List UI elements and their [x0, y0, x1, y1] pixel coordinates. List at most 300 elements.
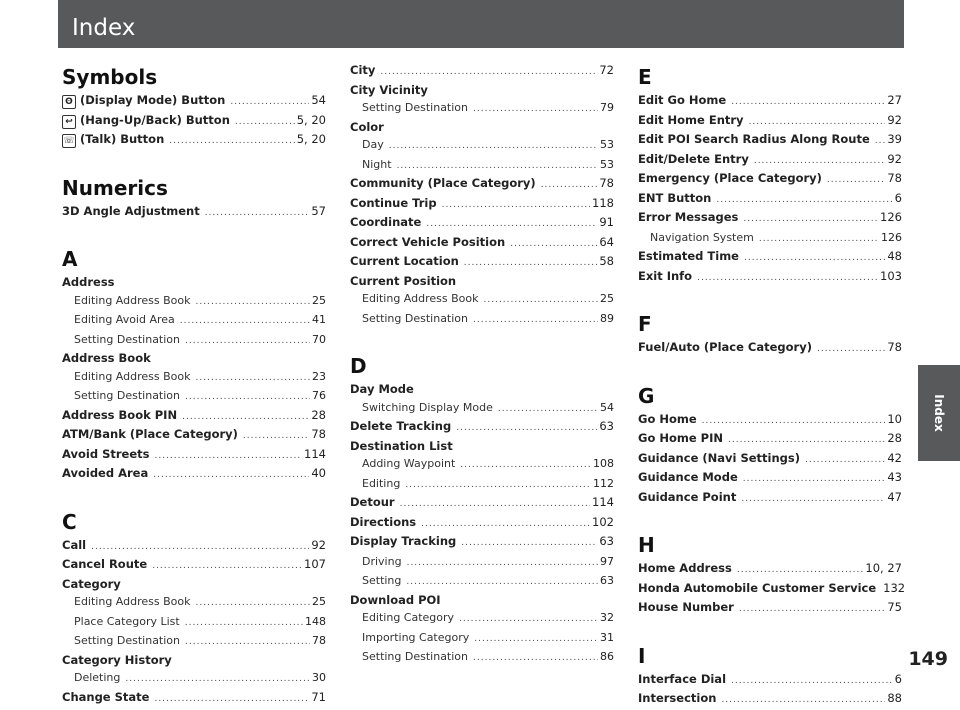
entry-page-number[interactable]: 28 — [887, 431, 902, 445]
leader-dots — [185, 632, 310, 652]
leader-dots — [185, 613, 303, 633]
leader-dots — [407, 553, 598, 573]
page-title: Index — [72, 15, 136, 41]
index-entry[interactable] — [638, 209, 902, 229]
entry-page-number[interactable]: 40 — [311, 466, 326, 480]
entry-label: Editing Address Book — [362, 292, 479, 305]
index-entry[interactable] — [638, 599, 902, 619]
index-entry[interactable] — [638, 430, 902, 450]
entry-page-number[interactable]: 126 — [880, 210, 902, 224]
section-title-d: D — [350, 354, 367, 378]
entry-page-number[interactable]: 39 — [887, 132, 902, 146]
entry-label: Cancel Route — [62, 557, 148, 571]
entry-page-number[interactable]: 5, 20 — [296, 132, 326, 146]
index-entry[interactable] — [638, 560, 902, 580]
index-subentry[interactable] — [62, 387, 326, 407]
entry-page-number[interactable]: 78 — [312, 634, 326, 647]
leader-dots — [180, 311, 310, 331]
leader-dots — [460, 455, 591, 475]
entry-label: City — [350, 63, 376, 77]
index-subentry[interactable] — [350, 572, 614, 592]
entry-page-number[interactable]: 112 — [593, 476, 614, 490]
entry-label: Honda Automobile Customer Service — [638, 580, 877, 595]
entry-page-number[interactable]: 89 — [600, 311, 614, 325]
index-entry[interactable] — [638, 131, 902, 151]
leader-dots — [510, 234, 597, 254]
c-list — [62, 537, 326, 709]
entry-label: Current Position — [350, 273, 457, 288]
index-entry[interactable] — [638, 151, 902, 171]
index-subentry[interactable] — [62, 368, 326, 388]
entry-page-number[interactable]: 108 — [593, 457, 614, 470]
entry-page-number[interactable]: 25 — [312, 595, 326, 608]
section-title-c: C — [62, 509, 77, 534]
index-entry[interactable] — [638, 92, 902, 112]
a-list — [62, 274, 326, 485]
entry-label: Guidance (Navi Settings) — [638, 450, 800, 465]
index-entry[interactable] — [62, 112, 326, 132]
index-entry[interactable] — [638, 112, 902, 132]
entry-page-number[interactable]: 10, 27 — [865, 561, 902, 575]
entry-label: Fuel/Auto (Place Category) — [638, 340, 812, 354]
entry-page-number[interactable]: 25 — [312, 293, 326, 307]
entry-label: Exit Info — [638, 268, 693, 283]
h-list — [638, 560, 906, 619]
section-title-numerics: Numerics — [62, 175, 168, 200]
d-list — [350, 381, 614, 668]
entry-page-number[interactable]: 6 — [894, 190, 902, 205]
entry-page-number[interactable]: 57 — [311, 203, 326, 218]
index-entry[interactable] — [350, 214, 614, 234]
leader-dots — [152, 556, 302, 576]
index-entry[interactable] — [638, 489, 902, 509]
entry-page-number[interactable]: 41 — [312, 313, 326, 326]
index-entry[interactable] — [350, 62, 614, 82]
entry-page-number[interactable]: 126 — [881, 230, 902, 244]
index-entry[interactable] — [638, 580, 906, 600]
index-subentry[interactable] — [350, 156, 614, 176]
display-mode-icon: ʘ — [62, 95, 76, 109]
entry-page-number[interactable]: 63 — [600, 574, 614, 587]
entry-page-number[interactable]: 92 — [887, 112, 902, 127]
entry-label: Detour — [350, 495, 395, 509]
entry-label: ATM/Bank (Place Category) — [62, 427, 238, 441]
section-title-e: E — [638, 65, 652, 89]
entry-label: (Hang-Up/Back) Button — [80, 112, 230, 127]
leader-dots — [380, 62, 597, 82]
leader-dots — [464, 253, 598, 273]
entry-page-number[interactable]: 79 — [600, 101, 614, 114]
entry-page-number[interactable]: 58 — [599, 254, 614, 268]
entry-page-number[interactable]: 31 — [600, 630, 614, 644]
leader-dots — [473, 648, 598, 668]
entry-page-number[interactable]: 43 — [887, 470, 902, 484]
index-entry — [350, 119, 614, 137]
index-subentry[interactable] — [350, 553, 614, 573]
index-subentry[interactable] — [62, 331, 326, 351]
hang-up-back-icon: ↩ — [62, 115, 76, 129]
entry-page-number[interactable]: 5, 20 — [296, 112, 326, 127]
index-subentry[interactable] — [62, 669, 326, 689]
entry-label: Continue Trip — [350, 195, 437, 210]
entry-page-number[interactable]: 78 — [599, 176, 614, 190]
leader-dots — [721, 690, 885, 710]
leader-dots — [702, 411, 886, 431]
entry-label: Setting Destination — [362, 650, 469, 663]
index-entry[interactable] — [62, 203, 326, 223]
section-title-symbols: Symbols — [62, 65, 158, 89]
entry-label: Home Address — [638, 561, 732, 575]
index-subentry[interactable] — [62, 311, 326, 331]
entry-label: Adding Waypoint — [362, 457, 456, 470]
entry-label: Go Home PIN — [638, 431, 723, 445]
entry-label: Deleting — [74, 671, 121, 684]
index-subentry[interactable] — [350, 99, 614, 119]
entry-page-number[interactable]: 107 — [304, 557, 326, 571]
entry-page-number[interactable]: 25 — [600, 292, 614, 305]
entry-label: Editing Address Book — [74, 595, 191, 608]
leader-dots — [235, 112, 295, 132]
entry-page-number[interactable]: 64 — [599, 234, 614, 249]
leader-dots — [817, 339, 885, 359]
entry-page-number[interactable]: 103 — [880, 268, 902, 283]
entry-page-number[interactable]: 88 — [887, 691, 902, 705]
entry-label: Interface Dial — [638, 671, 727, 686]
entry-label: Edit Home Entry — [638, 112, 744, 127]
entry-page-number[interactable]: 76 — [312, 389, 326, 402]
leader-dots — [400, 494, 590, 514]
entry-label: Guidance Mode — [638, 470, 738, 484]
entry-page-number[interactable]: 132 — [883, 580, 906, 595]
leader-dots — [442, 195, 590, 215]
section-title-a: A — [62, 247, 78, 271]
entry-page-number[interactable]: 71 — [311, 689, 326, 704]
leader-dots — [185, 331, 310, 351]
index-entry[interactable] — [638, 671, 902, 691]
index-subentry[interactable] — [62, 593, 326, 613]
entry-label: Destination List — [350, 438, 453, 453]
entry-label: Day — [362, 138, 384, 151]
entry-label: 3D Angle Adjustment — [62, 203, 200, 218]
index-subentry[interactable] — [62, 632, 326, 652]
entry-page-number[interactable]: 91 — [599, 215, 614, 229]
leader-dots — [406, 572, 598, 592]
entry-label: Estimated Time — [638, 249, 739, 263]
index-entry[interactable] — [350, 253, 614, 273]
index-entry — [62, 576, 326, 594]
leader-dots — [154, 689, 309, 709]
entry-label: House Number — [638, 600, 734, 614]
entry-label: Coordinate — [350, 215, 422, 229]
leader-dots — [196, 368, 311, 388]
leader-dots — [697, 268, 878, 288]
entry-label: Directions — [350, 514, 417, 529]
entry-label: Edit/Delete Entry — [638, 151, 749, 166]
leader-dots — [498, 399, 598, 419]
leader-dots — [459, 609, 598, 629]
entry-page-number[interactable]: 48 — [887, 249, 902, 263]
section-title-g: G — [638, 383, 655, 408]
leader-dots — [243, 426, 309, 446]
leader-dots — [754, 151, 886, 171]
leader-dots — [421, 514, 590, 534]
leader-dots — [743, 469, 886, 489]
index-entry[interactable] — [638, 170, 902, 190]
entry-label: Avoided Area — [62, 466, 149, 480]
leader-dots — [473, 310, 598, 330]
leader-dots — [759, 229, 879, 249]
entry-page-number[interactable]: 30 — [312, 671, 326, 684]
index-entry[interactable] — [62, 465, 326, 485]
leader-dots — [196, 292, 311, 312]
entry-page-number[interactable]: 28 — [311, 407, 326, 422]
entry-label: Importing Category — [362, 630, 470, 644]
f-list — [638, 339, 902, 359]
entry-label: Address Book PIN — [62, 407, 178, 422]
numerics-list — [62, 203, 326, 223]
index-column-1 — [62, 62, 326, 708]
entry-label: (Display Mode) Button — [80, 93, 226, 107]
entry-label: Correct Vehicle Position — [350, 234, 506, 249]
index-column-2 — [350, 62, 614, 668]
index-entry — [350, 438, 614, 456]
entry-label: ENT Button — [638, 190, 712, 205]
leader-dots — [389, 136, 598, 156]
leader-dots — [731, 92, 885, 112]
entry-label: Go Home — [638, 411, 697, 426]
entry-page-number[interactable]: 118 — [592, 195, 614, 210]
talk-icon: ☏ — [63, 136, 75, 146]
index-subentry[interactable] — [62, 613, 326, 633]
entry-label: Place Category List — [74, 614, 180, 628]
side-tab-label: Index — [932, 394, 946, 432]
entry-page-number[interactable]: 78 — [887, 340, 902, 354]
index-entry — [350, 381, 614, 399]
index-subentry[interactable] — [350, 629, 614, 649]
index-entry[interactable] — [350, 533, 614, 553]
entry-page-number[interactable]: 47 — [887, 489, 902, 504]
symbols-list — [62, 92, 326, 151]
entry-page-number[interactable]: 86 — [600, 650, 614, 663]
entry-label: Editing Address Book — [74, 369, 191, 383]
entry-label: Call — [62, 537, 87, 552]
leader-dots — [125, 669, 310, 689]
leader-dots — [728, 430, 885, 450]
index-entry[interactable] — [62, 426, 326, 446]
index-entry[interactable] — [62, 556, 326, 576]
entry-label: Guidance Point — [638, 489, 737, 504]
entry-label: Error Messages — [638, 210, 739, 224]
index-entry[interactable] — [638, 450, 902, 470]
entry-label: Editing Address Book — [74, 293, 191, 307]
index-entry[interactable] — [350, 418, 614, 438]
index-subentry[interactable] — [350, 609, 614, 629]
index-subentry[interactable] — [350, 648, 614, 668]
entry-label: Day Mode — [350, 382, 414, 396]
entry-label: Setting Destination — [362, 101, 469, 114]
index-subentry[interactable] — [350, 475, 614, 495]
entry-label: Navigation System — [650, 230, 754, 244]
index-subentry[interactable] — [350, 310, 614, 330]
index-entry — [62, 274, 326, 292]
leader-dots — [744, 248, 885, 268]
index-subentry[interactable] — [350, 399, 614, 419]
index-entry[interactable] — [350, 195, 614, 215]
index-entry[interactable] — [350, 234, 614, 254]
entry-label: Driving — [362, 554, 402, 568]
entry-label: Change State — [62, 689, 150, 704]
index-entry[interactable] — [638, 690, 902, 710]
entry-label: Editing Category — [362, 611, 455, 624]
index-entry[interactable] — [638, 268, 902, 288]
entry-page-number[interactable]: 148 — [305, 614, 326, 628]
entry-label: Emergency (Place Category) — [638, 171, 822, 185]
entry-label: Setting Destination — [74, 332, 181, 346]
entry-label: Setting — [362, 574, 402, 587]
leader-dots — [397, 156, 598, 176]
section-title-h: H — [638, 533, 655, 557]
entry-page-number[interactable]: 53 — [600, 157, 614, 171]
index-entry[interactable] — [350, 494, 614, 514]
entry-page-number[interactable]: 102 — [592, 514, 614, 529]
section-title-i: I — [638, 643, 646, 668]
entry-page-number[interactable]: 78 — [311, 427, 326, 441]
leader-dots — [716, 190, 892, 210]
entry-label: Category History — [62, 652, 172, 667]
entry-label: Intersection — [638, 691, 717, 705]
i-list — [638, 671, 902, 710]
entry-page-number[interactable]: 63 — [599, 419, 614, 433]
g-list — [638, 411, 902, 509]
entry-page-number[interactable]: 10 — [887, 411, 902, 426]
entry-label: Download POI — [350, 592, 441, 607]
index-entry[interactable] — [638, 469, 902, 489]
leader-dots — [154, 446, 302, 466]
index-entry — [350, 82, 614, 100]
entry-page-number[interactable]: 63 — [599, 534, 614, 548]
entry-label: Editing — [362, 476, 401, 490]
entry-page-number[interactable]: 54 — [311, 93, 326, 107]
entry-page-number[interactable]: 23 — [312, 369, 326, 383]
leader-dots — [474, 629, 598, 649]
leader-dots — [182, 407, 309, 427]
leader-dots — [739, 599, 886, 619]
entry-label: Display Tracking — [350, 534, 457, 548]
e-list — [638, 92, 902, 287]
index-entry[interactable] — [350, 514, 614, 534]
index-entry[interactable] — [638, 190, 902, 210]
entry-label: Edit Go Home — [638, 93, 727, 107]
index-entry — [350, 273, 614, 291]
leader-dots — [731, 671, 893, 691]
leader-dots — [153, 465, 309, 485]
entry-label: Switching Display Mode — [362, 400, 493, 414]
leader-dots — [875, 131, 886, 151]
leader-dots — [91, 537, 309, 557]
entry-label: Current Location — [350, 254, 459, 268]
index-entry[interactable] — [62, 92, 326, 112]
entry-label: Community (Place Category) — [350, 176, 536, 190]
entry-page-number[interactable]: 70 — [312, 332, 326, 346]
index-subentry[interactable] — [350, 290, 614, 310]
leader-dots — [426, 214, 597, 234]
entry-label: Avoid Streets — [62, 446, 150, 461]
entry-page-number[interactable]: 27 — [887, 93, 902, 107]
entry-page-number[interactable]: 114 — [592, 495, 614, 509]
leader-dots — [541, 175, 598, 195]
entry-label: Setting Destination — [74, 389, 181, 402]
leader-dots — [743, 209, 878, 229]
entry-page-number[interactable]: 54 — [600, 400, 614, 414]
entry-page-number[interactable]: 92 — [311, 537, 326, 552]
index-entry[interactable] — [350, 175, 614, 195]
entry-label: City Vicinity — [350, 82, 428, 97]
entry-label: Edit POI Search Radius Along Route — [638, 132, 870, 146]
index-side-tab[interactable] — [918, 365, 960, 461]
leader-dots — [737, 560, 864, 580]
entry-page-number[interactable]: 53 — [600, 138, 614, 151]
index-entry[interactable] — [62, 446, 326, 466]
c-continued-list — [350, 62, 614, 329]
entry-label: Address — [62, 275, 115, 289]
entry-page-number[interactable]: 42 — [887, 450, 902, 465]
index-entry[interactable] — [62, 537, 326, 557]
index-entry[interactable] — [62, 407, 326, 427]
page-header — [58, 0, 904, 48]
entry-page-number[interactable]: 92 — [887, 151, 902, 166]
index-entry[interactable] — [638, 248, 902, 268]
index-entry[interactable] — [638, 411, 902, 431]
entry-page-number[interactable]: 32 — [600, 611, 614, 624]
index-subentry[interactable] — [350, 136, 614, 156]
entry-page-number[interactable]: 97 — [600, 554, 614, 568]
entry-label: Setting Destination — [362, 311, 469, 325]
entry-label: Address Book — [62, 351, 151, 365]
leader-dots — [205, 203, 310, 223]
index-subentry[interactable] — [350, 455, 614, 475]
index-entry[interactable] — [62, 689, 326, 709]
index-entry[interactable] — [638, 339, 902, 359]
section-title-f: F — [638, 312, 652, 336]
entry-page-number[interactable]: 75 — [887, 600, 902, 614]
leader-dots — [827, 170, 885, 190]
entry-label: Category — [62, 576, 121, 591]
leader-dots — [196, 593, 311, 613]
entry-page-number[interactable]: 78 — [887, 171, 902, 185]
index-column-3 — [638, 62, 906, 710]
index-entry — [62, 350, 326, 368]
leader-dots — [169, 131, 294, 151]
index-entry — [62, 652, 326, 670]
index-entry — [350, 592, 614, 610]
leader-dots — [749, 112, 886, 132]
entry-page-number[interactable]: 6 — [894, 671, 902, 686]
index-subentry[interactable] — [62, 292, 326, 312]
index-entry[interactable] — [62, 131, 326, 151]
leader-dots — [473, 99, 598, 119]
leader-dots — [185, 387, 310, 407]
leader-dots — [461, 533, 597, 553]
entry-label: Color — [350, 119, 384, 134]
entry-page-number[interactable]: 72 — [599, 63, 614, 77]
page-number: 149 — [908, 648, 948, 670]
entry-label: Night — [362, 157, 392, 171]
leader-dots — [456, 418, 597, 438]
leader-dots — [805, 450, 885, 470]
index-subentry[interactable] — [638, 229, 902, 249]
entry-page-number[interactable]: 114 — [304, 446, 326, 461]
leader-dots — [484, 290, 599, 310]
